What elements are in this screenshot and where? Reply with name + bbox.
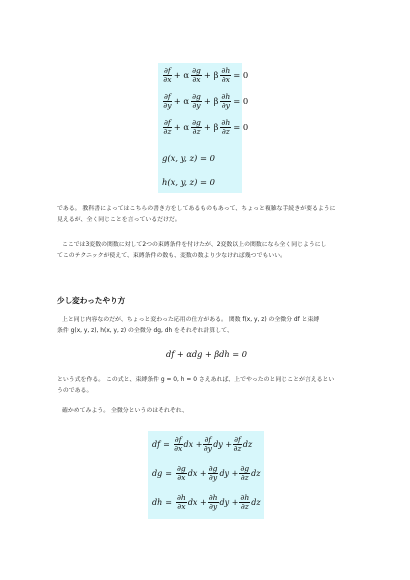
fraction bbox=[191, 93, 202, 110]
equals: = bbox=[165, 468, 172, 478]
term: dx + bbox=[183, 439, 203, 449]
numerator: ∂h bbox=[240, 492, 250, 502]
numerator: ∂h bbox=[221, 65, 231, 75]
fraction bbox=[191, 119, 202, 136]
constraint-h bbox=[162, 172, 240, 192]
denominator: ∂z bbox=[221, 126, 230, 136]
numerator: ∂g bbox=[192, 65, 201, 75]
numerator: ∂f bbox=[204, 434, 212, 444]
denominator: ∂z bbox=[163, 126, 172, 136]
term: dx + bbox=[187, 468, 207, 478]
denominator: ∂z bbox=[192, 126, 201, 136]
equation-row-dh bbox=[152, 492, 262, 512]
denominator: ∂y bbox=[192, 100, 201, 110]
denominator: ∂z bbox=[240, 472, 249, 482]
denominator: ∂x bbox=[192, 74, 201, 84]
equation-row-y bbox=[162, 91, 249, 111]
paragraph-line: 見えるが、全く同じことを言っているだけだ。 bbox=[57, 216, 181, 223]
fraction bbox=[220, 93, 231, 110]
fraction bbox=[233, 436, 242, 453]
equation-row-dg bbox=[152, 463, 262, 483]
operator: + α bbox=[173, 70, 190, 80]
fraction bbox=[163, 119, 172, 136]
paragraph-5 bbox=[62, 406, 188, 417]
paragraph-3 bbox=[57, 315, 320, 336]
term: dy + bbox=[213, 439, 233, 449]
fraction bbox=[203, 436, 212, 453]
numerator: ∂g bbox=[192, 91, 201, 101]
denominator: ∂y bbox=[209, 501, 218, 511]
operator: + α bbox=[173, 96, 190, 106]
numerator: ∂f bbox=[164, 65, 171, 75]
fraction bbox=[176, 494, 187, 511]
fraction bbox=[163, 93, 172, 110]
numerator: ∂g bbox=[192, 117, 201, 127]
numerator: ∂f bbox=[164, 117, 171, 127]
paragraph-1 bbox=[57, 204, 336, 225]
numerator: ∂f bbox=[234, 434, 241, 444]
operator: + α bbox=[173, 122, 190, 132]
paragraph-line: という式を作る。 この式と、束縛条件 g = 0, h = 0 さえあれば、上でやったのと同じことが言えるとい bbox=[57, 377, 335, 383]
denominator: ∂x bbox=[221, 74, 230, 84]
constraint-g bbox=[162, 148, 240, 168]
equals: = bbox=[163, 439, 170, 449]
paragraph-line: ここでは3変数の関数に対して2つの束縛条件を付けたが、2変数以上の関数になら全く同じようにし bbox=[62, 242, 327, 248]
term: dy + bbox=[219, 468, 239, 478]
operator: + β bbox=[203, 70, 219, 80]
fraction bbox=[239, 465, 250, 482]
equals: = 0 bbox=[233, 122, 249, 132]
paragraph-4 bbox=[57, 375, 334, 396]
denominator: ∂x bbox=[174, 443, 183, 453]
constraint-h-text: h(x, y, z) = 0 bbox=[162, 177, 216, 187]
numerator: ∂g bbox=[176, 463, 186, 473]
numerator: ∂h bbox=[221, 91, 231, 101]
fraction bbox=[163, 67, 172, 84]
fraction bbox=[176, 465, 187, 482]
denominator: ∂x bbox=[163, 74, 172, 84]
operator: + β bbox=[203, 122, 219, 132]
paragraph-line: うのである。 bbox=[57, 387, 93, 394]
denominator: ∂y bbox=[163, 100, 172, 110]
equals: = 0 bbox=[233, 70, 249, 80]
denominator: ∂z bbox=[233, 443, 242, 453]
fraction bbox=[208, 494, 219, 511]
paragraph-line: 確かめてみよう。 全微分というのはそれぞれ、 bbox=[62, 408, 188, 414]
equation-row-z bbox=[162, 117, 249, 137]
paragraph-2 bbox=[57, 240, 327, 261]
denominator: ∂x bbox=[177, 501, 186, 511]
paragraph-line: 条件 g(x, y, z), h(x, y, z) の全微分 dg, dh をそれぞれ計算して、 bbox=[57, 327, 233, 334]
denominator: ∂x bbox=[177, 472, 186, 482]
lhs: dh bbox=[152, 497, 163, 507]
denominator: ∂y bbox=[208, 472, 218, 482]
term: dz bbox=[251, 468, 261, 478]
paragraph-line: てこのテクニックが使えて、束縛条件の数も、変数の数より少なければ幾つでもいい。 bbox=[57, 252, 287, 259]
constraint-g-text: g(x, y, z) = 0 bbox=[162, 153, 215, 163]
fraction bbox=[174, 436, 183, 453]
paragraph-line: 上と同じ内容なのだが、ちょっと変わった応用の仕方がある。 関数 f(x, y, z) の全微分 df と束縛 bbox=[62, 317, 320, 323]
fraction bbox=[220, 119, 231, 136]
section-heading: 少し変わったやり方 bbox=[57, 296, 126, 305]
total-differential-equation: df + αdg + βdh = 0 bbox=[166, 349, 247, 359]
term: dy + bbox=[219, 497, 239, 507]
equals: = bbox=[165, 497, 172, 507]
equation-row-df bbox=[152, 434, 262, 454]
numerator: ∂g bbox=[240, 463, 250, 473]
fraction bbox=[208, 465, 219, 482]
lhs: df bbox=[152, 439, 161, 449]
numerator: ∂h bbox=[221, 117, 231, 127]
equation-row-x bbox=[162, 65, 249, 85]
operator: + β bbox=[203, 96, 219, 106]
denominator: ∂y bbox=[221, 100, 230, 110]
term: dz bbox=[251, 497, 261, 507]
term: dx + bbox=[187, 497, 207, 507]
lhs: dg bbox=[152, 468, 163, 478]
numerator: ∂h bbox=[208, 492, 218, 502]
denominator: ∂y bbox=[203, 443, 212, 453]
numerator: ∂f bbox=[164, 91, 171, 101]
denominator: ∂z bbox=[240, 501, 249, 511]
fraction bbox=[220, 67, 231, 84]
fraction bbox=[239, 494, 250, 511]
numerator: ∂g bbox=[208, 463, 218, 473]
paragraph-line: である。 教科書によってはこちらの書き方をしてあるものもあって、ちょっと複雑な手続きが要るように bbox=[57, 206, 336, 212]
numerator: ∂f bbox=[174, 434, 182, 444]
equation-block-lagrange bbox=[158, 63, 249, 193]
term: dz bbox=[242, 439, 253, 449]
fraction bbox=[191, 67, 202, 84]
equation-block-total-differentials bbox=[148, 431, 264, 519]
numerator: ∂h bbox=[176, 492, 186, 502]
equals: = 0 bbox=[233, 96, 249, 106]
